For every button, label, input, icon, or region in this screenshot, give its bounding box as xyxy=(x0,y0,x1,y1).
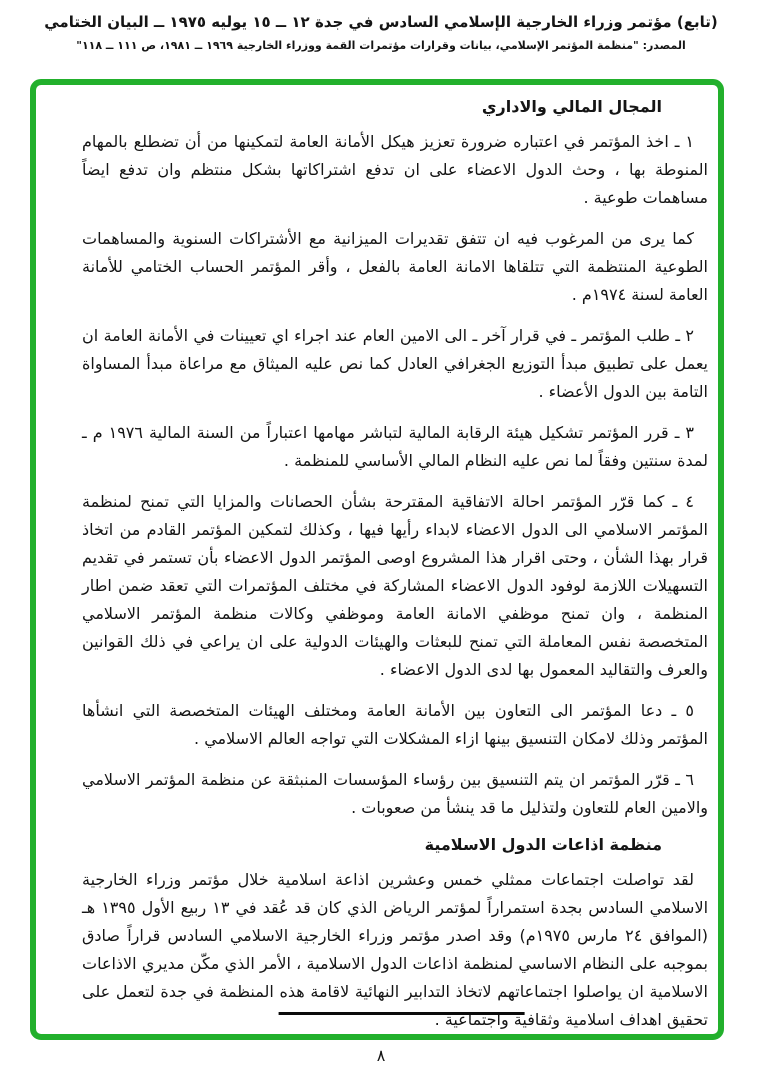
content-frame xyxy=(30,79,724,1040)
page-number: ٨ xyxy=(376,1046,386,1065)
paragraph-item-2: ٢ ـ طلب المؤتمر ـ في قرار آخر ـ الى الامين العام عند اجراء اي تعيينات في الأمانة العامة ان يعمل على تطبيق مبدأ التوزيع الجغرافي العادل كما نص عليه الميثاق مع مراعاة مبدأ المساواة التامة بين الدول الأعضاء . xyxy=(82,326,708,401)
paragraph-item-1-continued: كما يرى من المرغوب فيه ان تتفق تقديرات الميزانية مع الأشتراكات السنوية والمساهمات الطوعية المنتظمة التي تتلقاها الامانة العامة بالفعل ، وأقر المؤتمر الحساب الختامي للأمانة العامة لسنة ١٩٧٤م . xyxy=(82,229,708,304)
paragraph-item-5: ٥ ـ دعا المؤتمر الى التعاون بين الأمانة العامة ومختلف الهيئات المتخصصة التي انشأها المؤتمر وذلك لامكان التنسيق بينها ازاء المشكلات التي تواجه العالم الاسلامي . xyxy=(82,701,708,748)
paragraph-item-1: ١ ـ اخذ المؤتمر في اعتباره ضرورة تعزيز هيكل الأمانة العامة لتمكينها من أن تضطلع بالمهام المنوطة بها ، وحث الدول الاعضاء على ان تدفع اشتراكاتها بشكل منتظم وان تدفع ايضاً مساهمات طوعية . xyxy=(82,132,708,207)
end-of-text-rule xyxy=(279,1012,525,1015)
paragraph-item-4: ٤ ـ كما قرّر المؤتمر احالة الاتفاقية المقترحة بشأن الحصانات والمزايا التي تمنح لمنظمة المؤتمر الاسلامي الى الدول الاعضاء لابداء رأيها فيها ، وكذلك لتمكين المؤتمر القادم من اتخاذ قرار بهذا الشأن ، وحتى اقرار هذا المشروع اوصى المؤتمر الدول الاعضاء بأن تستمر في تقديم التسهيلات اللازمة لوفود الدول الاعضاء المشاركة في مختلف المؤتمرات التي تعقد ضمن اطار المنظمة ، وان تمنح موظفي الامانة العامة وموظفي وكالات منظمة المؤتمر الاسلامي المتخصصة نفس المعاملة التي تمنح للبعثات والهيئات الدولية على ان يراعي في ذلك القوانين والعرف والتقاليد المعمول بها لدى الدول الاعضاء . xyxy=(82,492,708,679)
section-heading-islamic-broadcasting: منظمة اذاعات الدول الاسلامية xyxy=(424,835,662,854)
paragraph-item-3: ٣ ـ قرر المؤتمر تشكيل هيئة الرقابة المالية لتباشر مهامها اعتباراً من السنة المالية ١٩٧٦ م ـ لمدة سنتين وفقاً لما نص عليه النظام المالي الأساسي للمنظمة . xyxy=(82,423,708,470)
document-title: (تابع) مؤتمر وزراء الخارجية الإسلامي السادس في جدة ١٢ ــ ١٥ يوليه ١٩٧٥ ــ البيان الختامي xyxy=(44,13,718,31)
paragraph-broadcasting-1: لقد تواصلت اجتماعات ممثلي خمس وعشرين اذاعة اسلامية خلال مؤتمر وزراء الخارجية الاسلامي السادس بجدة استمراراً لمؤتمر الرياض الذي كان قد عُقد في ١٣ ربيع الأول ١٣٩٥ هـ (الموافق ٢٤ مارس ١٩٧٥م) وقد اصدر مؤتمر وزراء الخارجية الاسلامي السادس قراراً صادق بموجبه على النظام الاساسي لمنظمة اذاعات الدول الاسلامية ، الأمر الذي مكّن مديري الاذاعات الاسلامية ان يواصلوا اجتماعاتهم لاتخاذ التدابير النهائية لاقامة هذه المنظمة في جدة لتعمل على تحقيق اهداف اسلامية وثقافية واجتماعية . xyxy=(82,870,709,1029)
section-heading-financial-administrative: المجال المالي والاداري xyxy=(481,97,662,116)
paragraph-item-6: ٦ ـ قرّر المؤتمر ان يتم التنسيق بين رؤساء المؤسسات المنبثقة عن منظمة المؤتمر الاسلامي والامين العام للتعاون ولتذليل ما قد ينشأ من صعوبات . xyxy=(82,770,708,817)
document-source-line: المصدر: "منظمة المؤتمر الإسلامي، بيانات وقرارات مؤتمرات القمة ووزراء الخارجية ١٩٦٩ ــ ١٩٨١، ص ١١١ ــ ١١٨" xyxy=(76,39,686,52)
page-header xyxy=(0,13,762,52)
